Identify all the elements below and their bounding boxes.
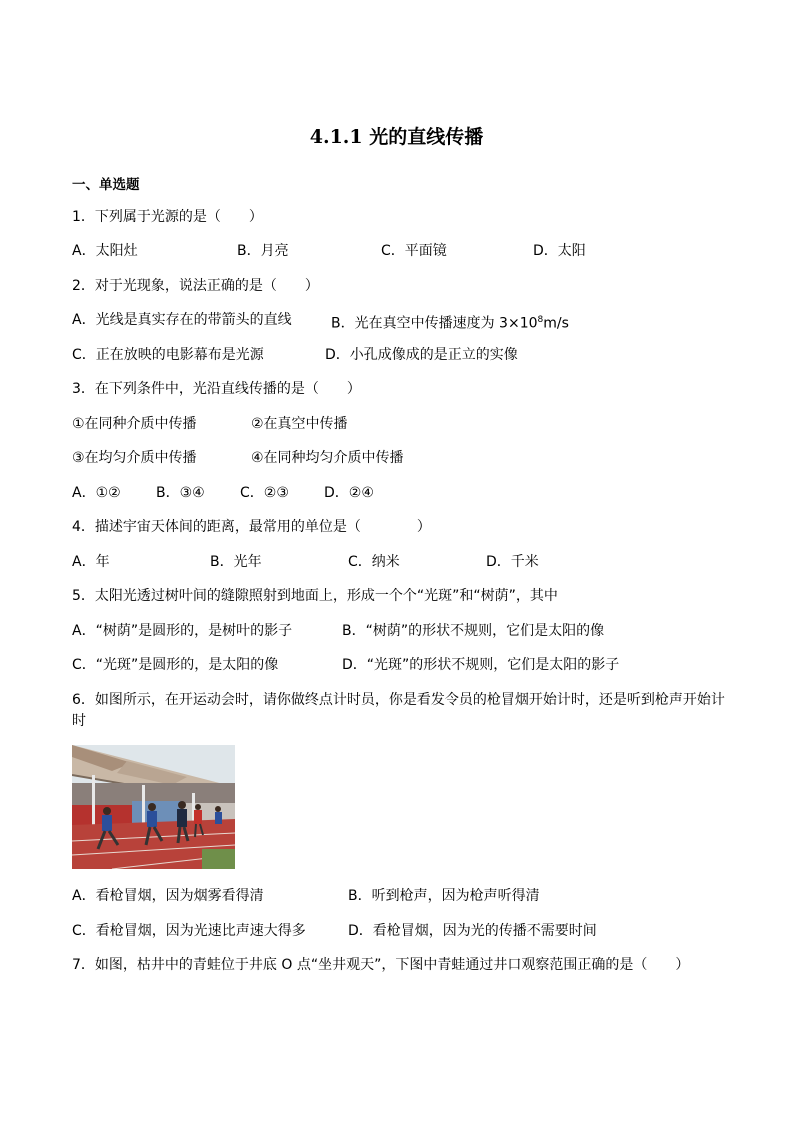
section-heading: 一、单选题 <box>72 177 140 193</box>
q1-option-a: A．太阳灶 <box>72 243 138 259</box>
q1-option-b: B．月亮 <box>237 243 289 259</box>
q3-condition-4: ④在同种均匀介质中传播 <box>251 450 404 466</box>
question-7-stem: 7．如图，枯井中的青蛙位于井底 O 点“坐井观天”，下图中青蛙通过井口观察范围正确的是（ ） <box>72 957 690 973</box>
question-4-stem: 4．描述宇宙天体间的距离，最常用的单位是（ ） <box>72 519 431 535</box>
q3-condition-3: ③在均匀介质中传播 <box>72 450 197 466</box>
q3-option-d: D．②④ <box>324 485 374 501</box>
question-5-stem: 5．太阳光透过树叶间的缝隙照射到地面上，形成一个个“光斑”和“树荫”，其中 <box>72 588 558 604</box>
q2-option-b: B．光在真空中传播速度为 $3\times 10^8m/s$ <box>331 315 569 332</box>
q3-option-c: C．②③ <box>240 485 289 501</box>
question-2-stem: 2．对于光现象，说法正确的是（ ） <box>72 278 319 294</box>
question-6-stem: 6．如图所示，在开运动会时，请你做终点计时员，你是看发令员的枪冒烟开始计时，还是听到枪声开始计 <box>72 692 725 708</box>
q4-option-c: C．纳米 <box>348 554 400 570</box>
question-1-stem: 1．下列属于光源的是（ ） <box>72 209 263 225</box>
stadium-race-photo <box>72 745 235 869</box>
q5-option-b: B．“树荫”的形状不规则，它们是太阳的像 <box>342 623 605 639</box>
q2-option-c: C．正在放映的电影幕布是光源 <box>72 347 264 363</box>
q3-condition-2: ②在真空中传播 <box>251 416 348 432</box>
q4-option-d: D．千米 <box>486 554 539 570</box>
q6-option-a: A．看枪冒烟，因为烟雾看得清 <box>72 888 264 904</box>
page-title: 4.1.1 光的直线传播 <box>309 126 484 148</box>
q5-option-d: D．“光斑”的形状不规则，它们是太阳的影子 <box>342 657 620 673</box>
question-3-stem: 3．在下列条件中，光沿直线传播的是（ ） <box>72 381 361 397</box>
q4-option-a: A．年 <box>72 554 110 570</box>
q6-option-b: B．听到枪声，因为枪声听得清 <box>348 888 540 904</box>
q5-option-a: A．“树荫”是圆形的，是树叶的影子 <box>72 623 293 639</box>
q3-condition-1: ①在同种介质中传播 <box>72 416 197 432</box>
q1-option-d: D．太阳 <box>533 243 586 259</box>
q1-option-c: C．平面镜 <box>381 243 447 259</box>
q3-option-b: B．③④ <box>156 485 205 501</box>
q2-option-d: D．小孔成像成的是正立的实像 <box>325 347 518 363</box>
question-6-stem-cont: 时 <box>72 713 86 729</box>
q3-option-a: A．①② <box>72 485 121 501</box>
q4-option-b: B．光年 <box>210 554 262 570</box>
q2-option-a: A．光线是真实存在的带箭头的直线 <box>72 312 292 328</box>
q6-option-c: C．看枪冒烟，因为光速比声速大得多 <box>72 923 306 939</box>
q5-option-c: C．“光斑”是圆形的，是太阳的像 <box>72 657 279 673</box>
q6-option-d: D．看枪冒烟，因为光的传播不需要时间 <box>348 923 597 939</box>
